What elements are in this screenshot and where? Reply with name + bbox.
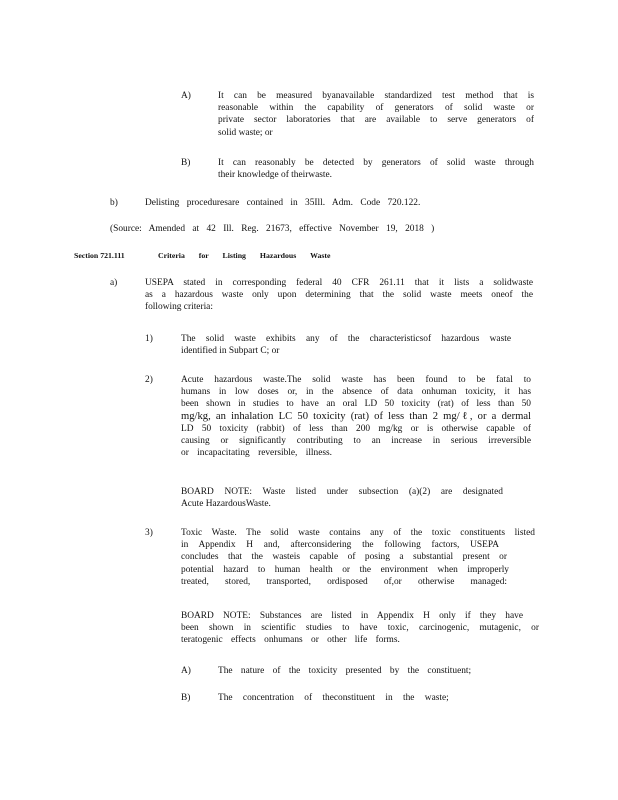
board-note [181,610,539,647]
source-note: (Source: Amended at 42 Ill. Reg. 21673, effective November 19, 2018 ) [110,224,435,234]
item-text [181,333,511,357]
item-text [218,90,534,139]
item-text [145,277,533,314]
text-line: BOARD NOTE: Waste listed under subsection (a)(2) are designated [181,487,503,497]
text-line: The solid waste exhibits any of the characteristicsof hazardous waste [181,334,511,344]
section-number: Section 721.111 [74,251,125,260]
item-label: A) [181,91,191,101]
item-label: 3) [145,528,153,538]
text-line: Toxic Waste. The solid waste contains any of the toxic constituents listed [181,528,535,538]
text-line: their knowledge of theirwaste. [218,170,333,181]
text-line: It can reasonably be detected by generators of solid waste through [218,158,534,168]
text-line: LD 50 toxicity (rabbit) of less than 200 mg/kg or is otherwise capable of [181,423,531,434]
text-line: concludes that the wasteis capable of posing a substantial present or [181,552,507,563]
text-line: as a hazardous waste only upon determining that the solid waste meets oneof the [145,290,533,301]
item-text [181,527,535,588]
text-line: identified in Subpart C; or [181,346,280,357]
text-line: in Appendix H and, afterconsidering the following factors, USEPA [181,540,499,551]
text-line: potential hazard to human health or the environment when improperly [181,564,509,575]
item-label: B) [181,693,191,703]
item-label: A) [181,666,191,676]
text-line: USEPA stated in corresponding federal 40 CFR 261.11 that it lists a solidwaste [145,278,533,288]
text-line: It can be measured byanavailable standardized test method that is [218,91,534,101]
text-line: Acute hazardous waste.The solid waste has been found to be fatal to [181,375,531,385]
board-note [181,486,503,510]
item-label: 1) [145,334,153,344]
text-line: Acute HazardousWaste. [181,499,271,510]
text-line: teratogenic effects onhumans or other life forms. [181,635,400,646]
text-line: been shown in studies to have an oral LD 50 toxicity (rat) of less than 50 [181,399,531,410]
text-line: mg/kg, an inhalation LC 50 toxicity (rat) of less than 2 mg/ℓ, or a dermal [181,410,531,422]
item-text: The nature of the toxicity presented by the constituent; [218,666,472,676]
text-line: private sector laboratories that are available to serve generators of [218,115,534,126]
item-label: b) [110,198,118,208]
text-line: treated, stored, transported, ordisposed of,or otherwise managed: [181,576,507,587]
text-line: causing or significantly contributing to an increase in serious irreversible [181,436,531,447]
item-text: Delisting proceduresare contained in 35Ill. Adm. Code 720.122. [145,198,421,208]
section-title: Criteria for Listing Hazardous Waste [158,251,331,260]
item-label: 2) [145,375,153,385]
item-text: The concentration of theconstituent in the waste; [218,693,449,703]
item-label: B) [181,158,191,168]
item-text [181,374,531,459]
item-label: a) [110,278,118,288]
text-line: reasonable within the capability of generators of solid waste or [218,103,534,114]
text-line: or incapacitating reversible, illness. [181,448,333,459]
text-line: BOARD NOTE: Substances are listed in Appendix H only if they have [181,611,523,621]
text-line: been shown in scientific studies to have toxic, carcinogenic, mutagenic, or [181,623,539,634]
item-text [218,157,534,181]
text-line: solid waste; or [218,127,273,138]
text-line: humans in low doses or, in the absence of data onhuman toxicity, it has [181,387,531,398]
text-line: following criteria: [145,302,213,313]
